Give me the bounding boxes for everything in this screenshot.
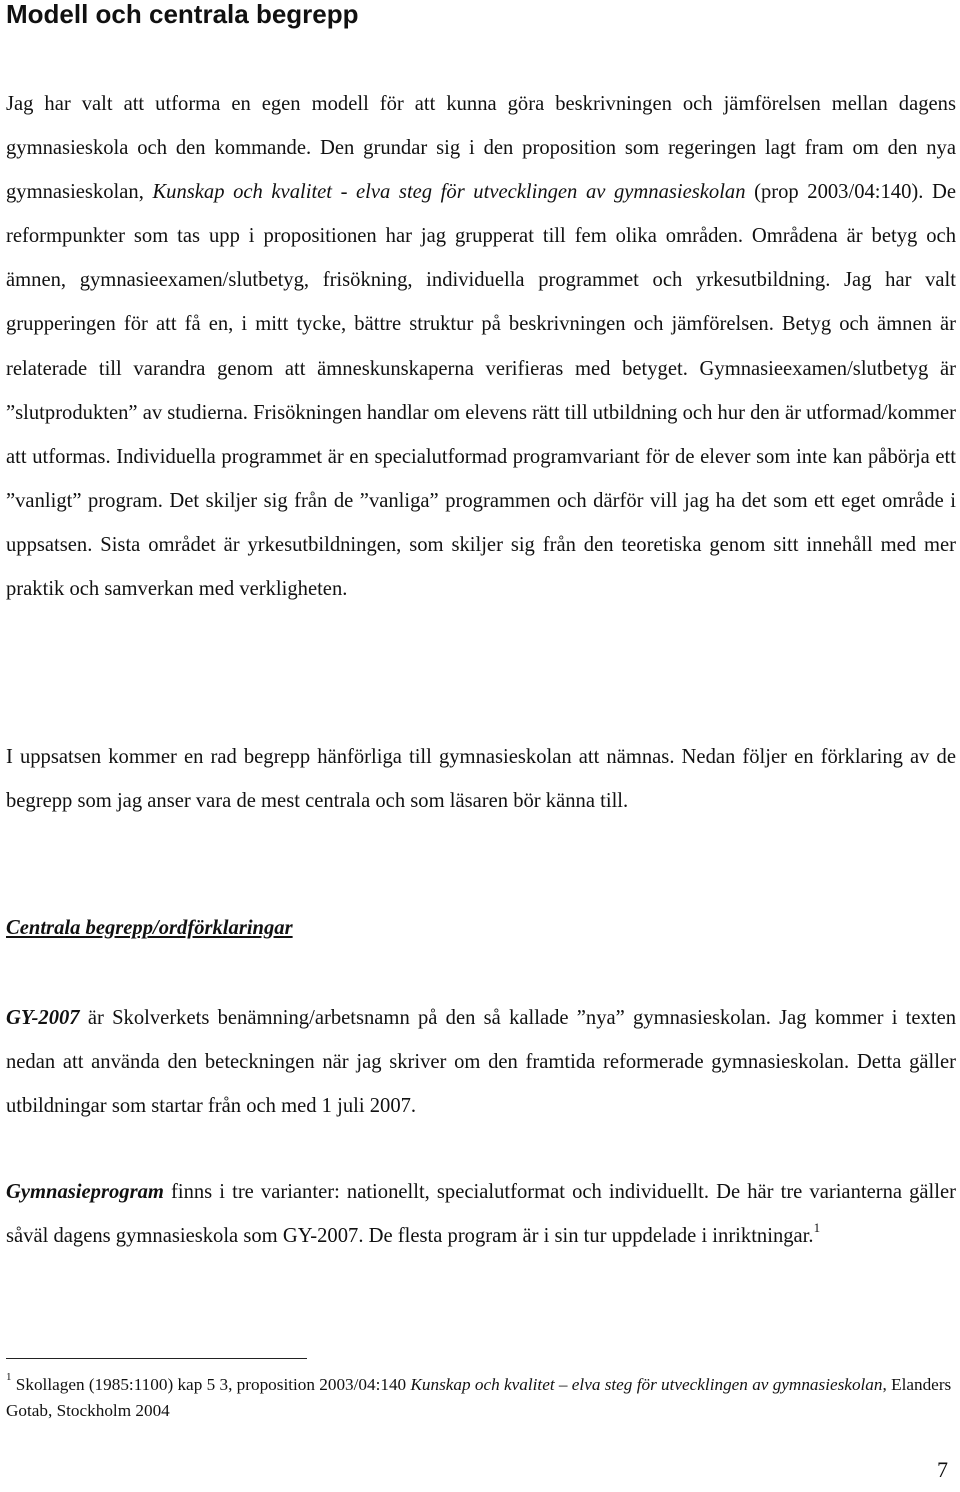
proposition-title: Kunskap och kvalitet - elva steg för utvecklingen av gymnasieskolan: [152, 181, 746, 204]
footnote: [6, 1372, 958, 1424]
definition-text: finns i tre varianter: nationellt, specialutformat och individuellt. De här tre varianterna gäller såväl dagens gymnasieskola som GY-2007. De flesta program är i sin tur uppdelade i inriktningar.: [6, 1181, 956, 1248]
definition-term: GY-2007: [6, 1007, 80, 1029]
definition-text: är Skolverkets benämning/arbetsnamn på den så kallade ”nya” gymnasieskolan. Jag kommer i texten nedan att använda den beteckningen när jag skriver om den framtida reformerade gymnasieskolan. Detta gäller utbildningar som startar från och med 1 juli 2007.: [6, 1007, 956, 1118]
footnote-reference[interactable]: 1: [813, 1220, 821, 1236]
page-number: 7: [937, 1457, 948, 1482]
concepts-intro-paragraph: I uppsatsen kommer en rad begrepp hänförliga till gymnasieskolan att nämnas. Nedan följer en förklaring av de begrepp som jag anser vara de mest centrala och som läsaren bör känna till.: [6, 746, 956, 813]
intro-text-end: (prop 2003/04:140). De reformpunkter som tas upp i propositionen har jag grupperat till fem olika områden. Områdena är betyg och ämnen, gymnasieexamen/slutbetyg, frisökning, individuella programmet och yrkesutbildning. Jag har valt grupperingen för att få en, i mitt tycke, bättre struktur på beskrivningen och jämförelsen. Betyg och ämnen är relaterade till varandra genom att ämneskunskaperna verifieras med betyget. Gymnasieexamen/slutbetyg är ”slutprodukten” av studierna. Frisökningen handlar om elevens rätt till utbildning och hur den är utformad/kommer att utformas. Individuella programmet är en specialutformad programvariant för de elever som inte kan påbörja ett ”vanligt” program. Det skiljer sig från de ”vanliga” programmen och därför vill jag ha det som ett eget område i uppsatsen. Sista området är yrkesutbildningen, som skiljer sig från den teoretiska genom sitt innehåll med mer praktik och samverkan med verkligheten.: [6, 181, 957, 601]
footnote-text-end: , Elanders Gotab, Stockholm 2004: [6, 1375, 952, 1420]
footnote-text-start: Skollagen (1985:1100) kap 5 3, proposition 2003/04:140: [11, 1375, 411, 1394]
intro-text-start: Jag har valt att utforma en egen modell för att kunna göra beskrivningen och jämförelsen mellan dagens gymnasieskola och den kommande. Den grundar sig i den proposition som regeringen lagt fram om den nya gymnasieskolan,: [6, 93, 956, 204]
definition-gymnasieprogram: [6, 1170, 956, 1258]
section-heading: Modell och centrala begrepp: [6, 0, 359, 29]
footnote-title: Kunskap och kvalitet – elva steg för utvecklingen av gymnasieskolan: [410, 1375, 883, 1394]
footnote-divider: [6, 1358, 307, 1359]
definition-term: Gymnasieprogram: [6, 1181, 164, 1203]
intro-paragraph: [6, 82, 956, 611]
concepts-subheading: Centrala begrepp/ordförklaringar: [6, 917, 293, 939]
definition-gy2007: [6, 996, 956, 1128]
footnote-marker: 1: [6, 1371, 12, 1384]
